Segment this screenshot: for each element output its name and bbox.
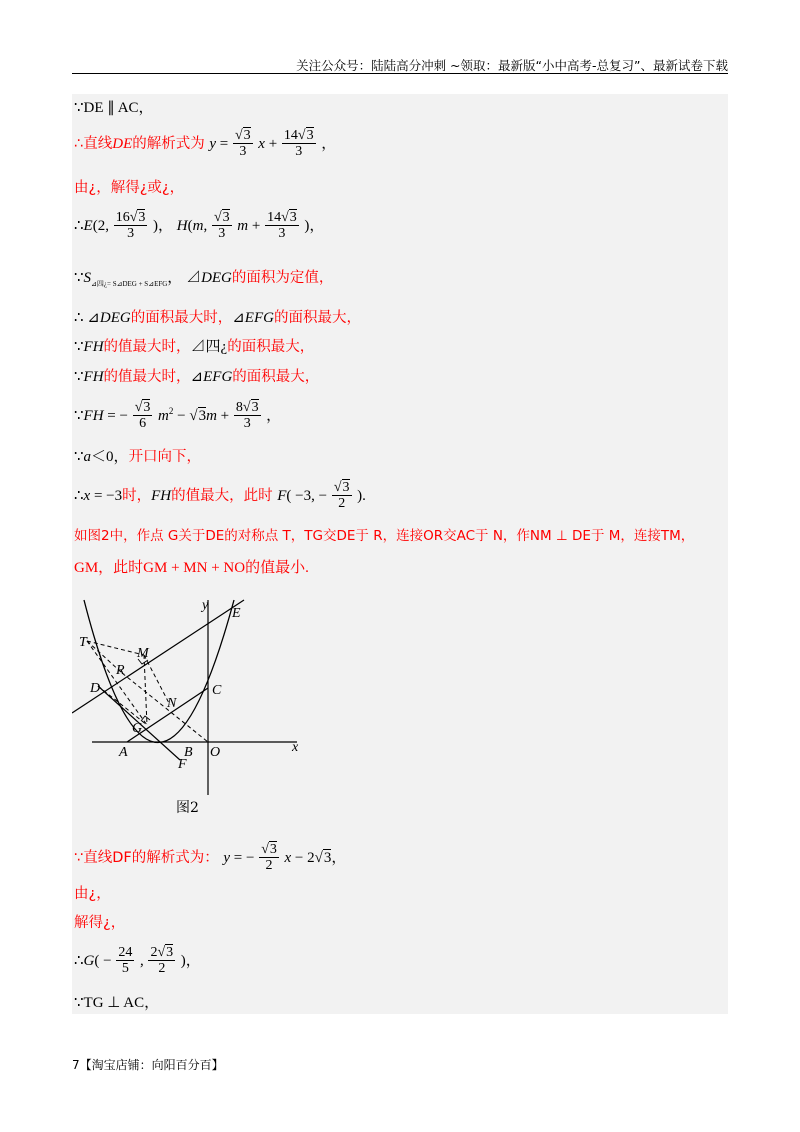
dashed-gm: [144, 655, 147, 725]
line-area-max-3: ∵FH的值最大时，⊿EFG的面积最大，: [74, 369, 320, 385]
page-header: 关注公众号：陆陆高分冲刺 ~领取：最新版“小中高考-总复习”、最新试卷下载: [296, 58, 728, 73]
line-a-negative: ∵a＜0，开口向下，: [74, 449, 202, 465]
label-b: B: [184, 745, 193, 760]
label-c: C: [212, 683, 222, 698]
line-point-g: ∴G( − $\frac{24}{5}$ , $\frac{2√3}{2}$ )，: [74, 945, 201, 977]
label-n: N: [167, 696, 177, 711]
line-area-fixed: $\because S_{⊿四¿= S⊿DEG + S⊿EFG}$， ⊿DEG的面积为定值，: [74, 270, 334, 288]
line-de-equation: ∴直线DE的解析式为 y = $\frac{√3}{3}$ x + $\frac{14√3}{3}$ ，: [74, 128, 337, 160]
line-min-value: GM，此时GM + MN + NO的值最小.: [74, 560, 309, 576]
label-f: F: [178, 757, 187, 772]
label-m: M: [137, 646, 149, 661]
label-r: R: [116, 663, 125, 678]
line-area-max-1: ∴ ⊿DEG的面积最大时，⊿EFG的面积最大，: [74, 310, 361, 326]
label-d: D: [90, 681, 101, 696]
dashed-dg: [98, 686, 147, 725]
line-x-value: ∴x = −3时，FH的值最大，此时 F( −3, − $\frac{√3}{2}$ ).: [74, 480, 366, 512]
line-area-max-2: ∵FH的值最大时，⊿四¿的面积最大，: [74, 339, 315, 355]
label-t: T: [79, 635, 87, 650]
line-df-equation: ∵直线DF的解析式为： y = − $\frac{√3}{2}$ x − 2√3，: [74, 842, 347, 874]
label-o: O: [210, 745, 221, 760]
figure-2-diagram: [72, 595, 312, 795]
line-de-parallel-ac: ∵DE ∥ AC，: [74, 100, 154, 116]
header-rule: [72, 73, 728, 74]
figure-caption: 图2: [176, 800, 199, 816]
label-g: G: [132, 721, 143, 736]
page-footer: 7【淘宝店铺：向阳百分百】: [72, 1058, 224, 1072]
label-a: A: [119, 745, 128, 760]
right-angle-g: [141, 716, 150, 721]
label-e: E: [232, 606, 241, 621]
label-x: x: [292, 740, 299, 755]
line-points-e-h: ∴E(2, $\frac{16√3}{3}$ )， H(m, $\frac{√3}{3}$ m + $\frac{14√3}{3}$ )，: [74, 210, 325, 242]
label-y: y: [202, 598, 209, 613]
line-solve: 由¿，解得¿或¿，: [74, 180, 185, 196]
line-solve-2: 由¿，: [74, 886, 111, 902]
line-fh-expression: ∵FH = − $\frac{√3}{6}$ $m^2 - √3m$ + $\frac{8√3}{3}$ ，: [74, 400, 282, 432]
line-solve-3: 解得¿，: [74, 915, 126, 931]
line-construction: 如图2中，作点 G关于DE的对称点 T，TG交DE于 R，连接OR交AC于 N，作NM ⊥ DE于 M，连接TM，: [74, 528, 695, 544]
line-tg-perp-ac: ∵TG ⊥ AC，: [74, 995, 160, 1011]
